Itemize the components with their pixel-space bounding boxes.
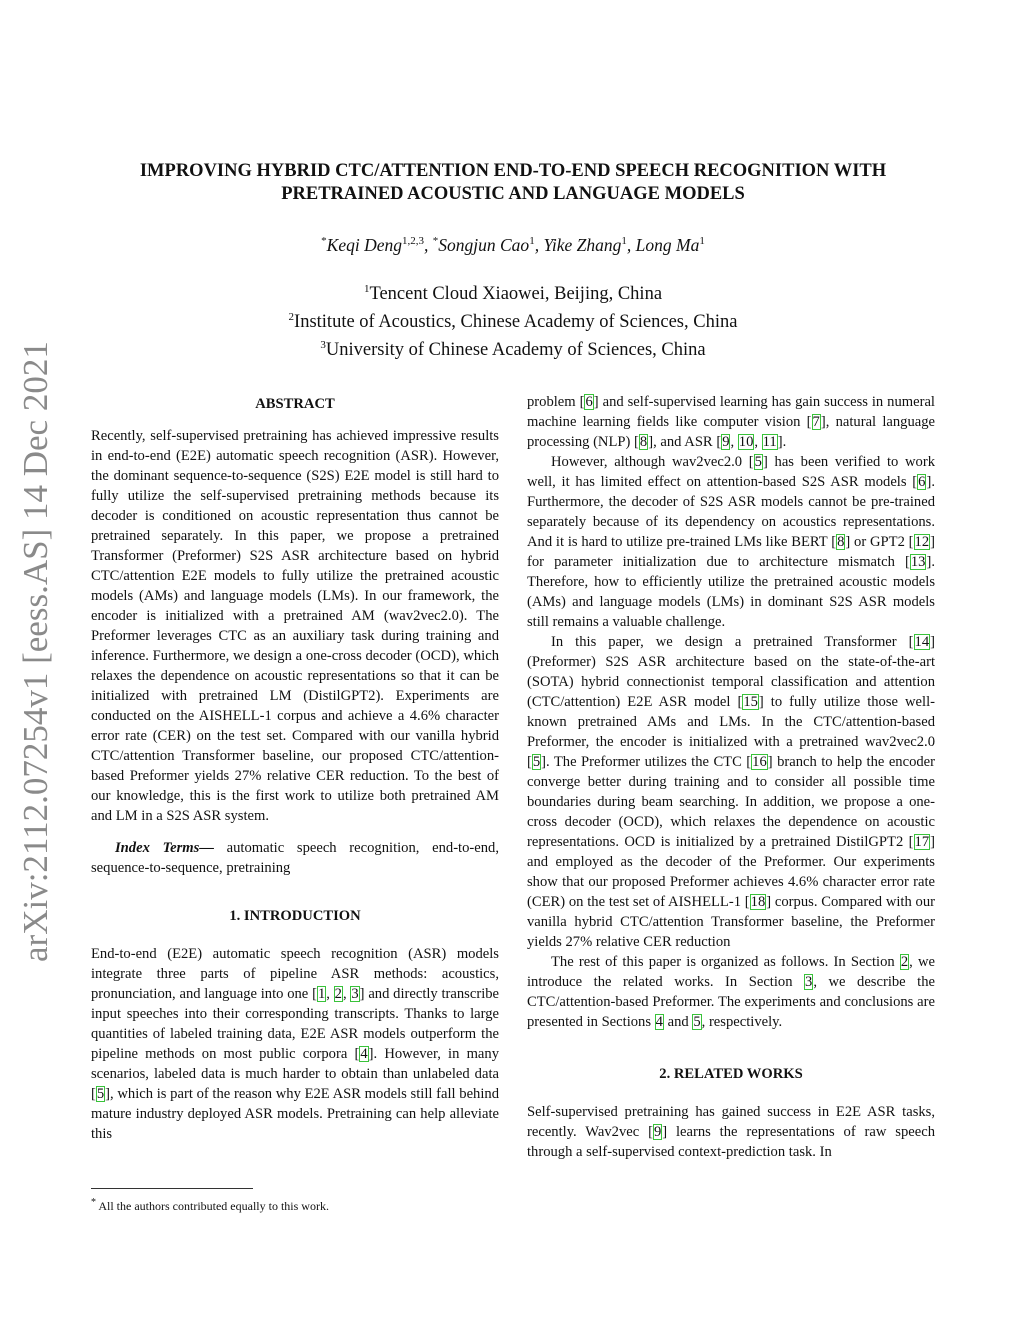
citation-link[interactable]: 2 xyxy=(900,954,909,970)
citation-link[interactable]: 17 xyxy=(914,834,930,850)
title-line-2: PRETRAINED ACOUSTIC AND LANGUAGE MODELS xyxy=(281,184,745,204)
citation-link[interactable]: 4 xyxy=(655,1014,663,1030)
affiliation-text: University of Chinese Academy of Sciences, China xyxy=(325,340,706,361)
author xyxy=(321,235,424,255)
affiliation xyxy=(90,334,936,362)
citation-link[interactable]: 4 xyxy=(360,1046,368,1062)
affiliation-index: 1 xyxy=(363,283,370,295)
left-column xyxy=(91,392,499,1144)
author-affiliation-index: 1 xyxy=(529,235,535,247)
author-name: Yike Zhang xyxy=(543,234,622,255)
citation-link[interactable]: 9 xyxy=(653,1124,662,1140)
citation-link[interactable]: 5 xyxy=(693,1014,701,1030)
citation-link[interactable]: 16 xyxy=(752,754,767,770)
paper-title xyxy=(90,160,936,206)
citation-link[interactable]: 6 xyxy=(918,474,926,490)
citation-link[interactable]: 5 xyxy=(754,454,762,470)
citation-link[interactable]: 18 xyxy=(750,894,766,910)
affiliation xyxy=(90,278,936,306)
related-works-heading: 2. RELATED WORKS xyxy=(659,1066,803,1082)
author xyxy=(543,235,626,255)
citation-link[interactable]: 12 xyxy=(914,534,930,550)
author-name: Long Ma xyxy=(635,234,700,255)
abstract-text: Recently, self-supervised pretraining has achieved impressive results in end-to-end (E2E) automatic speech recognition (ASR). However, the dominant sequence-to-sequence (S2S) E2E model is still hard to fully utilize the self-supervised pretraining methods because its decoder is conditioned on acoustic representation thus cannot be pretrained separately. In this paper, we propose a pretrained Transformer (Preformer) S2S ASR architecture based on hybrid CTC/attention E2E models to fully utilize the pretrained acoustic models (AMs) and language models (LMs). In our framework, the encoder is initialized with a pretrained AM (wav2vec2.0). The Preformer leverages CTC as an auxiliary task during training and inference. Furthermore, we design a one-cross decoder (OCD), which relaxes the dependence on acoustic representations so that it can be initialized with pretrained LM (DistilGPT2). Experiments are conducted on the AISHELL-1 corpus and achieve a 4.6% character error rate (CER) on the test set. Compared with our vanilla hybrid CTC/attention Transformer baseline, our proposed CTC/attention-based Preformer yields 27% relative CER reduction. To the best of our knowledge, this is the first work to utilize both pretrained AM and LM in a S2S ASR system. xyxy=(91,428,499,824)
right-column xyxy=(527,392,935,1162)
intro-paragraph: End-to-end (E2E) automatic speech recognition (ASR) models integrate three parts of pipeline ASR methods: acoustics, pronunciation, and language into one [1, 2, 3] and directly transcribe input speeches into their corresponding transcripts. Thanks to large quantities of labeled training data, E2E ASR models outperform the pipeline methods on most public corpora [4]. However, in many scenarios, labeled data is much harder to obtain than unlabeled data [5], which is part of the reason why E2E ASR models still fall behind mature industry deployed ASR models. Pretraining can help alleviate this xyxy=(91,946,500,1142)
index-terms-text: automatic speech recognition, end-to-end, sequence-to-sequence, pretraining xyxy=(91,840,499,876)
citation-link[interactable]: 1 xyxy=(317,986,326,1002)
arxiv-sidebar-stamp: arXiv:2112.07254v1 [eess.AS] 14 Dec 2021 xyxy=(16,341,55,962)
footnote-mark: * xyxy=(91,1197,96,1208)
intro-paragraph-preformer: In this paper, we design a pretrained Transformer [14] (Preformer) S2S ASR architecture based on the state-of-the-art (SOTA) hybrid connectionist temporal classification and attention (CTC/attention) E2E ASR model [15] to fully utilize those well-known pretrained AMs and LMs. In the CTC/attention-based Preformer, the encoder is initialized with a pretrained wav2vec2.0 [5]. The Preformer utilizes the CTC [16] branch to help the encoder converge better during training and to consider all possible time boundaries during beam searching. In addition, we propose a one-cross decoder (OCD), which relaxes the dependence on acoustic representations. OCD is initialized by a pretrained DistilGPT2 [17] and employed as the decoder of the Preformer. Our experiments show that our proposed Preformer achieves 4.6% character error rate (CER) on the test set of AISHELL-1 [18] corpus. Compared with our vanilla hybrid CTC/attention Transformer baseline, the Preformer yields 27% relative CER reduction xyxy=(527,634,936,950)
author-name: Keqi Deng xyxy=(326,234,403,255)
citation-link[interactable]: 9 xyxy=(722,434,730,450)
citation-link[interactable]: 2 xyxy=(334,986,342,1002)
citation-link[interactable]: 13 xyxy=(910,554,926,570)
citation-link[interactable]: 6 xyxy=(585,394,593,410)
citation-link[interactable]: 5 xyxy=(96,1086,105,1102)
citation-link[interactable]: 3 xyxy=(351,986,359,1002)
affiliation-index: 2 xyxy=(288,311,295,324)
abstract-heading: ABSTRACT xyxy=(255,396,335,412)
footnote-text: All the authors contributed equally to this work. xyxy=(96,1199,329,1213)
citation-link[interactable]: 14 xyxy=(914,634,930,650)
citation-link[interactable]: 7 xyxy=(812,414,820,430)
related-works-paragraph: Self-supervised pretraining has gained success in E2E ASR tasks, recently. Wav2vec [9] learns the representations of raw speech through a self-supervised context-prediction task. In xyxy=(527,1104,935,1160)
author-affiliation-index: 1 xyxy=(621,235,627,247)
affiliation xyxy=(90,306,936,334)
equal-contribution-mark: * xyxy=(432,235,439,247)
intro-paragraph-wav2vec: However, although wav2vec2.0 [5] has been verified to work well, it has limited effect on attention-based S2S ASR models [6]. Furthermore, the decoder of S2S ASR models cannot be pre-trained separately because of its dependency on acoustics representations. And it is hard to utilize pre-trained LMs like BERT [8] or GPT2 [12] for parameter initialization due to architecture mismatch [13]. Therefore, how to efficiently utilize the pretrained acoustic models (AMs) and language models (LMs) in dominant S2S ASR models still remains a valuable challenge. xyxy=(527,454,936,630)
author-name: Songjun Cao xyxy=(438,234,530,255)
intro-paragraph-continued: problem [6] and self-supervised learning has gain success in numeral machine learning fields like computer vision [7], natural language processing (NLP) [8], and ASR [9, 10, 11]. xyxy=(527,394,936,450)
author xyxy=(636,235,705,255)
equal-contribution-mark: * xyxy=(321,235,327,247)
citation-link[interactable]: 10 xyxy=(738,434,754,450)
citation-link[interactable]: 11 xyxy=(762,434,777,450)
citation-link[interactable]: 15 xyxy=(743,694,758,710)
footnote-rule xyxy=(91,1188,253,1189)
title-line-1: IMPROVING HYBRID CTC/ATTENTION END-TO-END SPEECH RECOGNITION WITH xyxy=(139,161,887,181)
author-affiliation-index: 1,2,3 xyxy=(402,235,425,247)
citation-link[interactable]: 5 xyxy=(532,754,541,770)
introduction-heading: 1. INTRODUCTION xyxy=(229,908,361,924)
intro-paragraph-outline: The rest of this paper is organized as follows. In Section 2, we introduce the related works. In Section 3, we describe the CTC/attention-based Preformer. The experiments and conclusions are presented in Sections 4 and 5, respectively. xyxy=(527,954,936,1030)
author-list: *Keqi Deng$^{1,2,3}$, *Songjun Cao$^1$, Yike Zhang$^1$, Long Ma$^1$ xyxy=(321,234,705,255)
citation-link[interactable]: 8 xyxy=(837,534,845,550)
affiliation-index: 3 xyxy=(320,339,326,352)
citation-link[interactable]: 3 xyxy=(805,974,813,990)
affiliation-text: Tencent Cloud Xiaowei, Beijing, China xyxy=(369,284,663,305)
author-affiliation-index: 1 xyxy=(699,235,705,247)
index-terms xyxy=(91,838,499,878)
index-terms-label: Index Terms— xyxy=(115,840,214,856)
author xyxy=(433,235,535,255)
affiliation-text: Institute of Acoustics, Chinese Academy of Sciences, China xyxy=(294,312,738,333)
footnote xyxy=(91,1195,499,1214)
affiliation-list xyxy=(90,278,936,362)
citation-link[interactable]: 8 xyxy=(639,434,648,450)
